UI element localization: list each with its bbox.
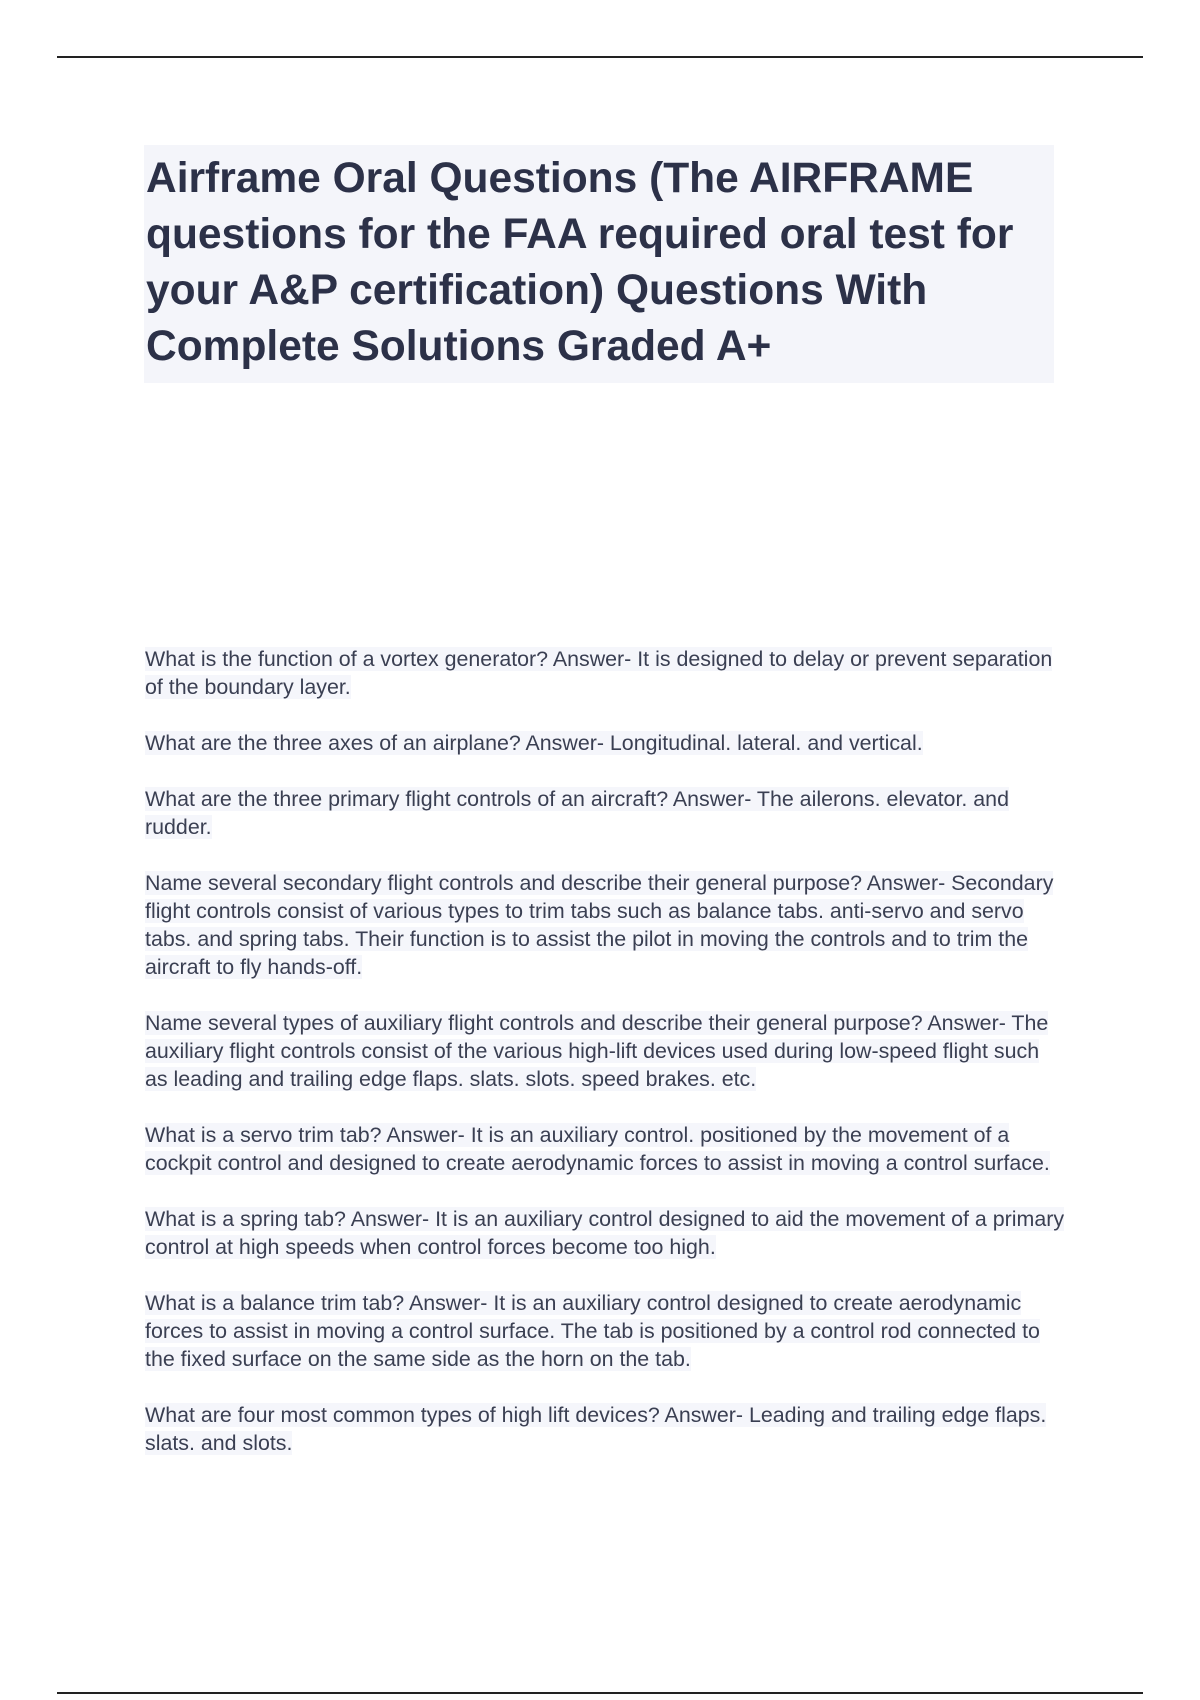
qa-text: Name several types of auxiliary flight controls and describe their general purpose? Answer- The auxiliary flight controls consist of the various high-lift devices used during low-speed flight such as leading and trailing edge flaps. slats. slots. speed brakes. etc.	[145, 1011, 1049, 1091]
qa-text: What are the three axes of an airplane? Answer- Longitudinal. lateral. and vertical.	[145, 731, 923, 755]
top-rule	[57, 56, 1143, 58]
qa-text: Name several secondary flight controls and describe their general purpose? Answer- Secondary flight controls consist of various types to trim tabs such as balance tabs. anti-servo and servo tabs. and spring tabs. Their function is to assist the pilot in moving the controls and to trim the aircraft to fly hands-off.	[145, 871, 1054, 979]
qa-text: What are four most common types of high lift devices? Answer- Leading and trailing edge flaps. slats. and slots.	[145, 1403, 1047, 1455]
qa-item	[145, 729, 1065, 757]
qa-text: What is a spring tab? Answer- It is an auxiliary control designed to aid the movement of a primary control at high speeds when control forces become too high.	[145, 1207, 1065, 1259]
qa-item	[145, 645, 1065, 701]
qa-item	[145, 869, 1065, 981]
qa-item	[145, 785, 1065, 841]
qa-item	[145, 1121, 1065, 1177]
bottom-rule	[57, 1692, 1143, 1694]
qa-text: What is the function of a vortex generator? Answer- It is designed to delay or prevent separation of the boundary layer.	[145, 647, 1053, 699]
title-block	[144, 145, 1054, 383]
qa-item	[145, 1401, 1065, 1457]
document-title: Airframe Oral Questions (The AIRFRAME questions for the FAA required oral test for your A&P certification) Questions With Complete Solutions Graded A+	[146, 155, 1014, 370]
qa-text: What are the three primary flight controls of an aircraft? Answer- The ailerons. elevator. and rudder.	[145, 787, 1009, 839]
qa-item	[145, 1289, 1065, 1373]
qa-text: What is a balance trim tab? Answer- It is an auxiliary control designed to create aerodynamic forces to assist in moving a control surface. The tab is positioned by a control rod connected to the fixed surface on the same side as the horn on the tab.	[145, 1291, 1040, 1371]
qa-item	[145, 1205, 1065, 1261]
qa-item	[145, 1009, 1065, 1093]
qa-text: What is a servo trim tab? Answer- It is an auxiliary control. positioned by the movement of a cockpit control and designed to create aerodynamic forces to assist in moving a control surface.	[145, 1123, 1050, 1175]
qa-list	[145, 645, 1065, 1485]
